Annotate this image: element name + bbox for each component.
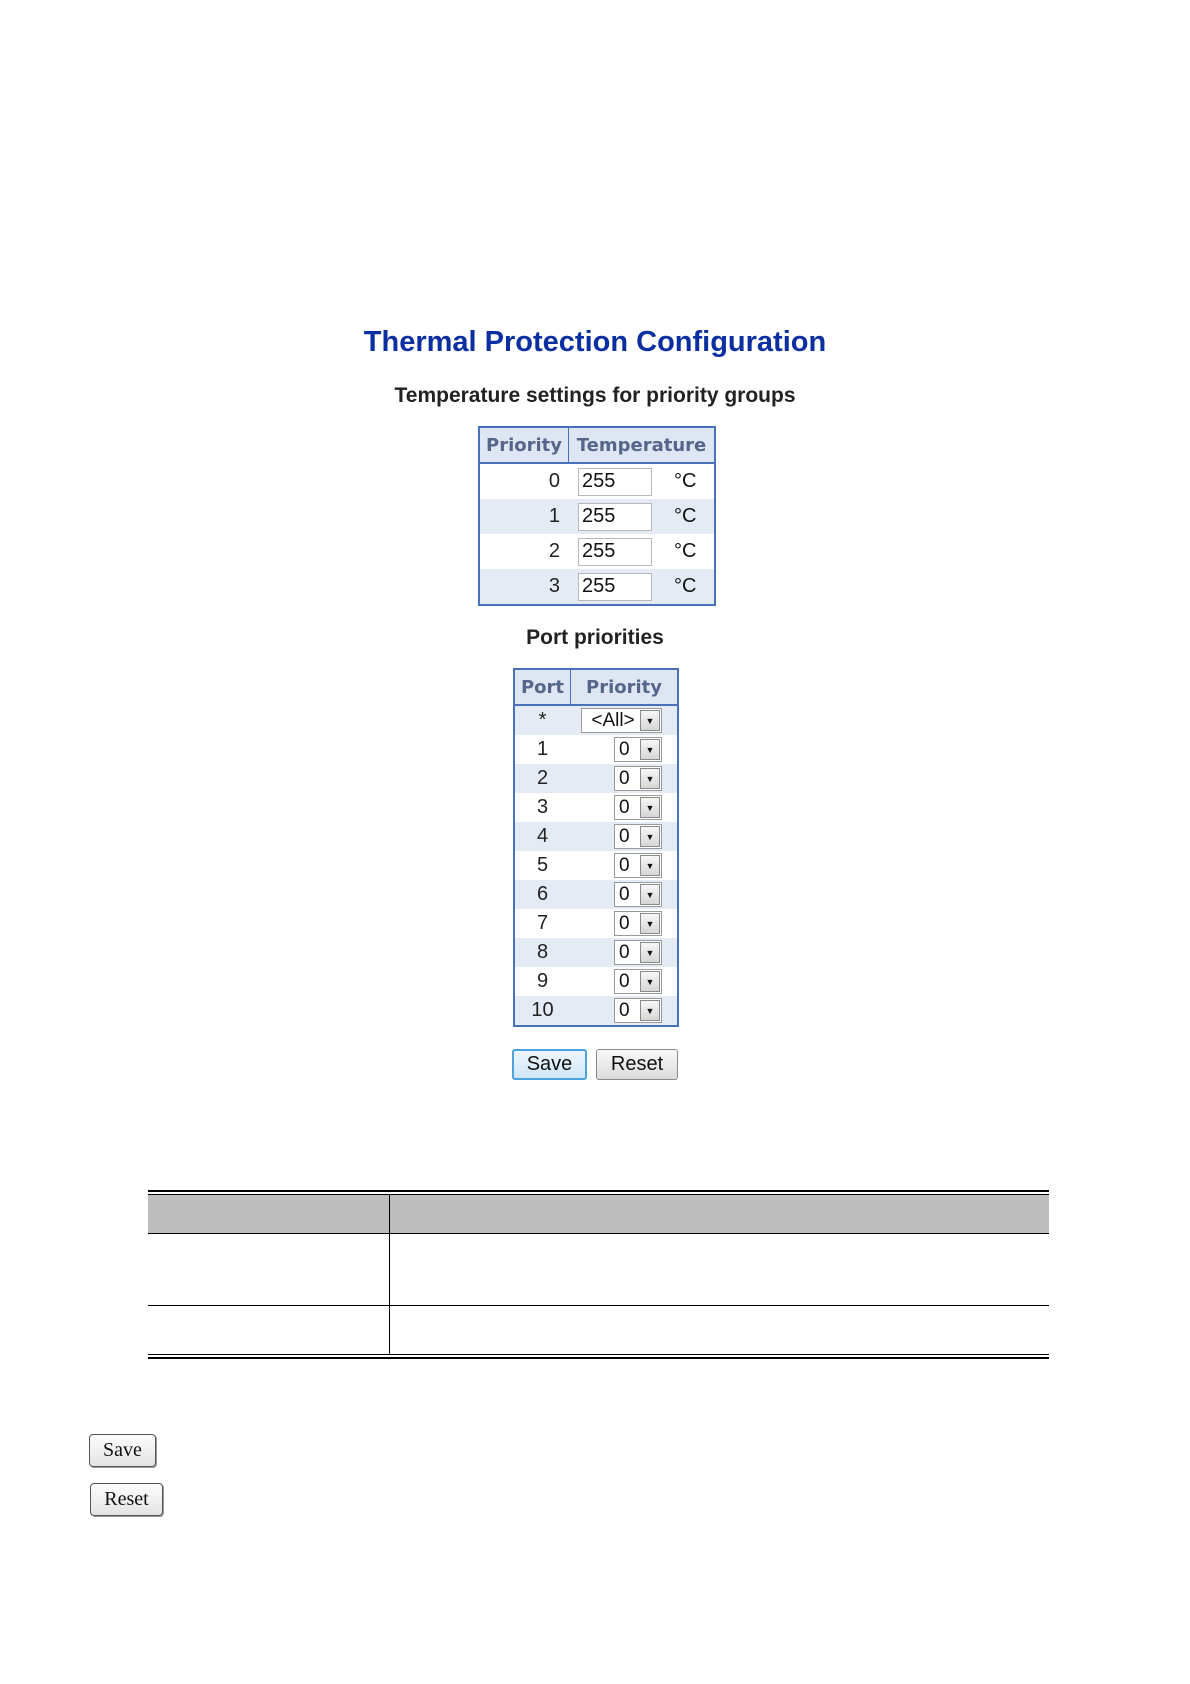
column-header-priority: Priority bbox=[586, 676, 662, 698]
temperature-input[interactable] bbox=[578, 573, 652, 601]
description-table-header bbox=[148, 1195, 1049, 1233]
table-row bbox=[515, 735, 677, 764]
table-row bbox=[515, 822, 677, 851]
port-priority-select[interactable] bbox=[614, 882, 662, 907]
table-row-all-ports bbox=[515, 706, 677, 735]
port-priority-table bbox=[513, 668, 679, 1027]
table-row bbox=[480, 499, 714, 534]
column-header-port: Port bbox=[515, 670, 571, 704]
temperature-input[interactable] bbox=[578, 538, 652, 566]
column-header-temperature: Temperature bbox=[576, 434, 707, 456]
select-value: 0 bbox=[619, 825, 630, 847]
port-cell: 8 bbox=[536, 941, 549, 963]
select-value: 0 bbox=[619, 796, 630, 818]
table-row bbox=[480, 569, 714, 604]
priority-cell: 1 bbox=[548, 505, 560, 527]
select-value: 0 bbox=[619, 854, 630, 876]
table-row bbox=[515, 764, 677, 793]
chevron-down-icon[interactable]: ▼ bbox=[640, 739, 660, 760]
unit-label: °C bbox=[674, 470, 697, 492]
select-value: 0 bbox=[619, 738, 630, 760]
description-table-rule bbox=[148, 1233, 1049, 1234]
select-value: 0 bbox=[619, 999, 630, 1021]
temperature-input[interactable] bbox=[578, 503, 652, 531]
chevron-down-icon[interactable]: ▼ bbox=[640, 971, 660, 992]
port-table-header bbox=[515, 670, 677, 706]
all-priority-select[interactable] bbox=[581, 708, 662, 733]
table-row bbox=[515, 967, 677, 996]
select-value: 0 bbox=[619, 941, 630, 963]
chevron-down-icon[interactable]: ▼ bbox=[640, 1000, 660, 1021]
chevron-down-icon[interactable]: ▼ bbox=[640, 768, 660, 789]
temperature-input[interactable] bbox=[578, 468, 652, 496]
port-priority-select[interactable] bbox=[614, 969, 662, 994]
port-cell: 6 bbox=[536, 883, 549, 905]
table-row bbox=[515, 880, 677, 909]
table-row bbox=[515, 938, 677, 967]
chevron-down-icon[interactable]: ▼ bbox=[640, 913, 660, 934]
table-row bbox=[515, 909, 677, 938]
port-priority-select[interactable] bbox=[614, 998, 662, 1023]
chevron-down-icon[interactable]: ▼ bbox=[640, 826, 660, 847]
reset-button[interactable]: Reset bbox=[596, 1049, 678, 1080]
chevron-down-icon[interactable]: ▼ bbox=[640, 884, 660, 905]
port-cell: 3 bbox=[536, 796, 549, 818]
chevron-down-icon[interactable]: ▼ bbox=[640, 710, 660, 731]
port-cell: 7 bbox=[536, 912, 549, 934]
column-header-priority: Priority bbox=[480, 428, 569, 462]
port-priority-select[interactable] bbox=[614, 737, 662, 762]
legend-save-button: Save bbox=[89, 1434, 156, 1467]
description-table-rule bbox=[148, 1305, 1049, 1306]
chevron-down-icon[interactable]: ▼ bbox=[640, 797, 660, 818]
temperature-section-heading: Temperature settings for priority groups bbox=[394, 384, 796, 407]
temperature-table bbox=[478, 426, 716, 606]
priority-cell: 3 bbox=[548, 575, 560, 597]
description-table-rule bbox=[148, 1354, 1049, 1355]
port-cell: * bbox=[538, 709, 547, 731]
port-cell: 9 bbox=[536, 970, 549, 992]
priority-cell: 2 bbox=[548, 540, 560, 562]
select-value: 0 bbox=[619, 883, 630, 905]
temperature-table-header bbox=[480, 428, 714, 464]
unit-label: °C bbox=[674, 575, 697, 597]
port-cell: 1 bbox=[536, 738, 549, 760]
port-cell: 10 bbox=[531, 999, 554, 1021]
select-value: <All> bbox=[591, 709, 635, 731]
port-priority-select[interactable] bbox=[614, 940, 662, 965]
port-cell: 4 bbox=[536, 825, 549, 847]
chevron-down-icon[interactable]: ▼ bbox=[640, 855, 660, 876]
select-value: 0 bbox=[619, 767, 630, 789]
port-cell: 5 bbox=[536, 854, 549, 876]
table-row bbox=[515, 996, 677, 1025]
select-value: 0 bbox=[619, 912, 630, 934]
description-table-divider bbox=[389, 1195, 390, 1355]
port-priority-select[interactable] bbox=[614, 853, 662, 878]
page-title: Thermal Protection Configuration bbox=[363, 326, 827, 358]
chevron-down-icon[interactable]: ▼ bbox=[640, 942, 660, 963]
port-priority-select[interactable] bbox=[614, 795, 662, 820]
select-value: 0 bbox=[619, 970, 630, 992]
port-priority-select[interactable] bbox=[614, 824, 662, 849]
port-cell: 2 bbox=[536, 767, 549, 789]
table-row bbox=[480, 534, 714, 569]
port-priority-select[interactable] bbox=[614, 911, 662, 936]
port-priority-select[interactable] bbox=[614, 766, 662, 791]
table-row bbox=[515, 793, 677, 822]
table-row bbox=[480, 464, 714, 499]
port-section-heading: Port priorities bbox=[526, 626, 664, 649]
description-table-rule bbox=[148, 1357, 1049, 1359]
unit-label: °C bbox=[674, 505, 697, 527]
save-button[interactable]: Save bbox=[512, 1049, 587, 1080]
description-table-rule bbox=[148, 1190, 1049, 1192]
priority-cell: 0 bbox=[548, 470, 560, 492]
unit-label: °C bbox=[674, 540, 697, 562]
table-row bbox=[515, 851, 677, 880]
legend-reset-button: Reset bbox=[90, 1483, 163, 1516]
